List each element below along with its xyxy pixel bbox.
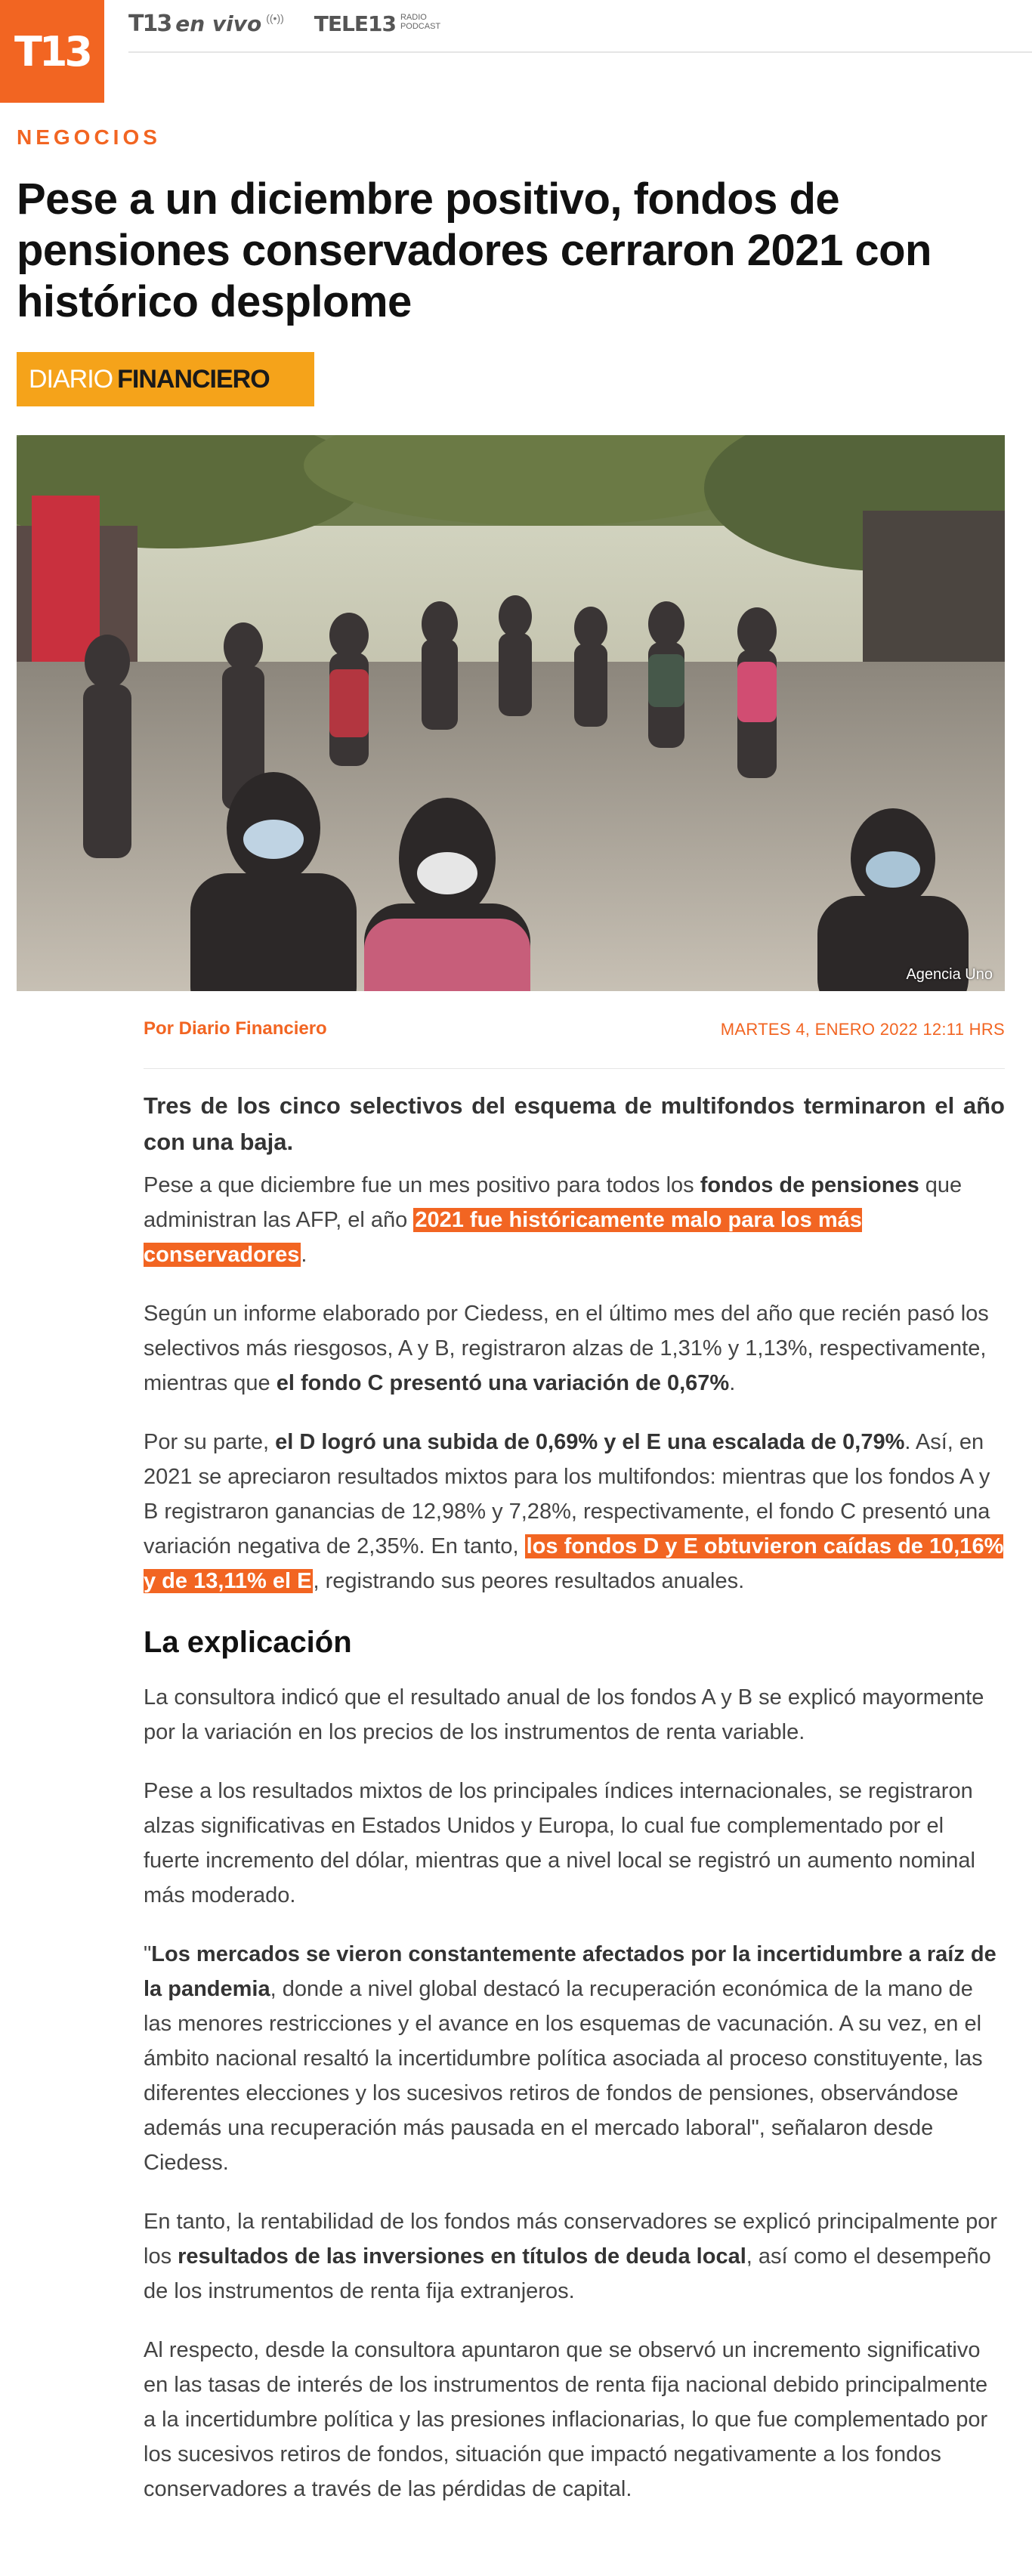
article-title: Pese a un diciembre positivo, fondos de pensiones conservadores cerraron 2021 con histórico desplome	[17, 175, 932, 326]
live-signal-icon: ((•))	[266, 11, 284, 24]
tele13-brand-text: TELE13	[314, 11, 396, 36]
p2-text-c: .	[729, 1371, 736, 1395]
source-badge-word1: DIARIO	[29, 364, 113, 394]
p1-highlight: 2021 fue históricamente malo para los más conservadores	[144, 1208, 862, 1267]
source-badge	[17, 352, 314, 406]
paragraph-3	[144, 1425, 1005, 1598]
tele13-radio-link[interactable]	[314, 11, 440, 36]
p3-bold: el D logró una subida de 0,69% y el E una escalada de 0,79%	[275, 1430, 905, 1454]
p6-text-c: , donde a nivel global destacó la recuperación económica de la mano de las menores restricciones y el avance en los esquemas de vacunación. A su vez, en el ámbito nacional resaltó la incertidumbre política asociada al proceso constituyente, las diferentes elecciones y los sucesivos retiros de fondos de pensiones, observándose además una recuperación más pausada en el mercado laboral", señalaron desde Ciedess.	[144, 1977, 983, 2175]
article-body	[144, 1088, 1005, 2531]
t13-en-vivo-link[interactable]	[128, 11, 284, 37]
paragraph-2	[144, 1296, 1005, 1401]
author-byline[interactable]: Por Diario Financiero	[144, 1018, 327, 1039]
radio-label: RADIO	[400, 12, 427, 22]
site-header	[0, 0, 1032, 103]
p3-text-a: Por su parte,	[144, 1430, 276, 1454]
article-lead: Tres de los cinco selectivos del esquema de multifondos terminaron el año con una baja.	[144, 1092, 1005, 1155]
p7-bold: resultados de las inversiones en títulos de deuda local	[178, 2244, 746, 2269]
paragraph-6	[144, 1937, 1005, 2180]
paragraph-1	[144, 1168, 1005, 1272]
section-subheading: La explicación	[144, 1626, 352, 1659]
brand-links	[128, 11, 440, 37]
hero-image	[17, 435, 1005, 991]
p2-bold: el fondo C presentó una variación de 0,67%	[276, 1371, 730, 1395]
podcast-label: PODCAST	[400, 21, 441, 31]
crowd-street-photo	[17, 435, 1005, 991]
p1-text-a: Pese a que diciembre fue un mes positivo para todos los	[144, 1173, 700, 1197]
logo-text: T13	[14, 27, 90, 76]
p6-bold: Los mercados se vieron constantemente afectados por la incertidumbre a raíz de la pandemia	[144, 1942, 996, 2001]
byline-divider	[144, 1068, 1005, 1069]
publish-date: MARTES 4, ENERO 2022 12:11 HRS	[720, 1020, 1005, 1039]
p3-highlight: los fondos D y E obtuvieron caídas de 10,16% y de 13,11% el E	[144, 1534, 1004, 1593]
radio-podcast-label	[400, 13, 440, 31]
paragraph-7	[144, 2204, 1005, 2309]
p3-text-e: , registrando sus peores resultados anuales.	[313, 1569, 745, 1593]
image-credit: Agencia Uno	[906, 966, 993, 983]
en-vivo-label: en vivo	[175, 11, 262, 36]
p7-text-a: En tanto, la rentabilidad de los fondos más conservadores se explicó principalmente por los	[144, 2210, 998, 2269]
p1-bold: fondos de pensiones	[700, 1173, 919, 1197]
source-badge-word2: FINANCIERO	[117, 364, 270, 394]
p2-text-a: Según un informe elaborado por Ciedess, en el último mes del año que recién pasó los selectivos más riesgosos, A y B, registraron alzas de 1,31% y 1,13%, respectivamente, mientras que	[144, 1302, 989, 1395]
t13-brand-text: T13	[128, 11, 171, 37]
p7-text-c: , así como el desempeño de los instrumentos de renta fija extranjeros.	[144, 2244, 991, 2303]
p1-text-e: .	[301, 1243, 307, 1267]
paragraph-4: La consultora indicó que el resultado anual de los fondos A y B se explicó mayormente por la variación en los precios de los instrumentos de renta variable.	[144, 1685, 984, 1744]
t13-logo[interactable]	[0, 0, 104, 103]
p1-text-c: que administran las AFP, el año	[144, 1173, 962, 1232]
paragraph-8: Al respecto, desde la consultora apuntaron que se observó un incremento significativo en las tasas de interés de los instrumentos de renta fija nacional debido principalmente a la incertidumbre política y las presiones inflacionarias, lo que fue complementado por los sucesivos retiros de fondos, situación que impactó negativamente a los fondos conservadores a través de las pérdidas de capital.	[144, 2338, 988, 2501]
p6-quote-open: "	[144, 1942, 152, 1966]
p3-text-c: . Así, en 2021 se apreciaron resultados mixtos para los multifondos: mientras que los fondos A y B registraron ganancias de 12,98% y 7,28%, respectivamente, el fondo C presentó una variación negativa de 2,35%. En tanto,	[144, 1430, 990, 1558]
header-divider	[128, 51, 1032, 53]
paragraph-5: Pese a los resultados mixtos de los principales índices internacionales, se registraron alzas significativas en Estados Unidos y Europa, lo cual fue complementado por el fuerte incremento del dólar, mientras que a nivel local se registró un aumento nominal más moderado.	[144, 1779, 975, 1907]
section-label[interactable]: NEGOCIOS	[17, 125, 161, 149]
